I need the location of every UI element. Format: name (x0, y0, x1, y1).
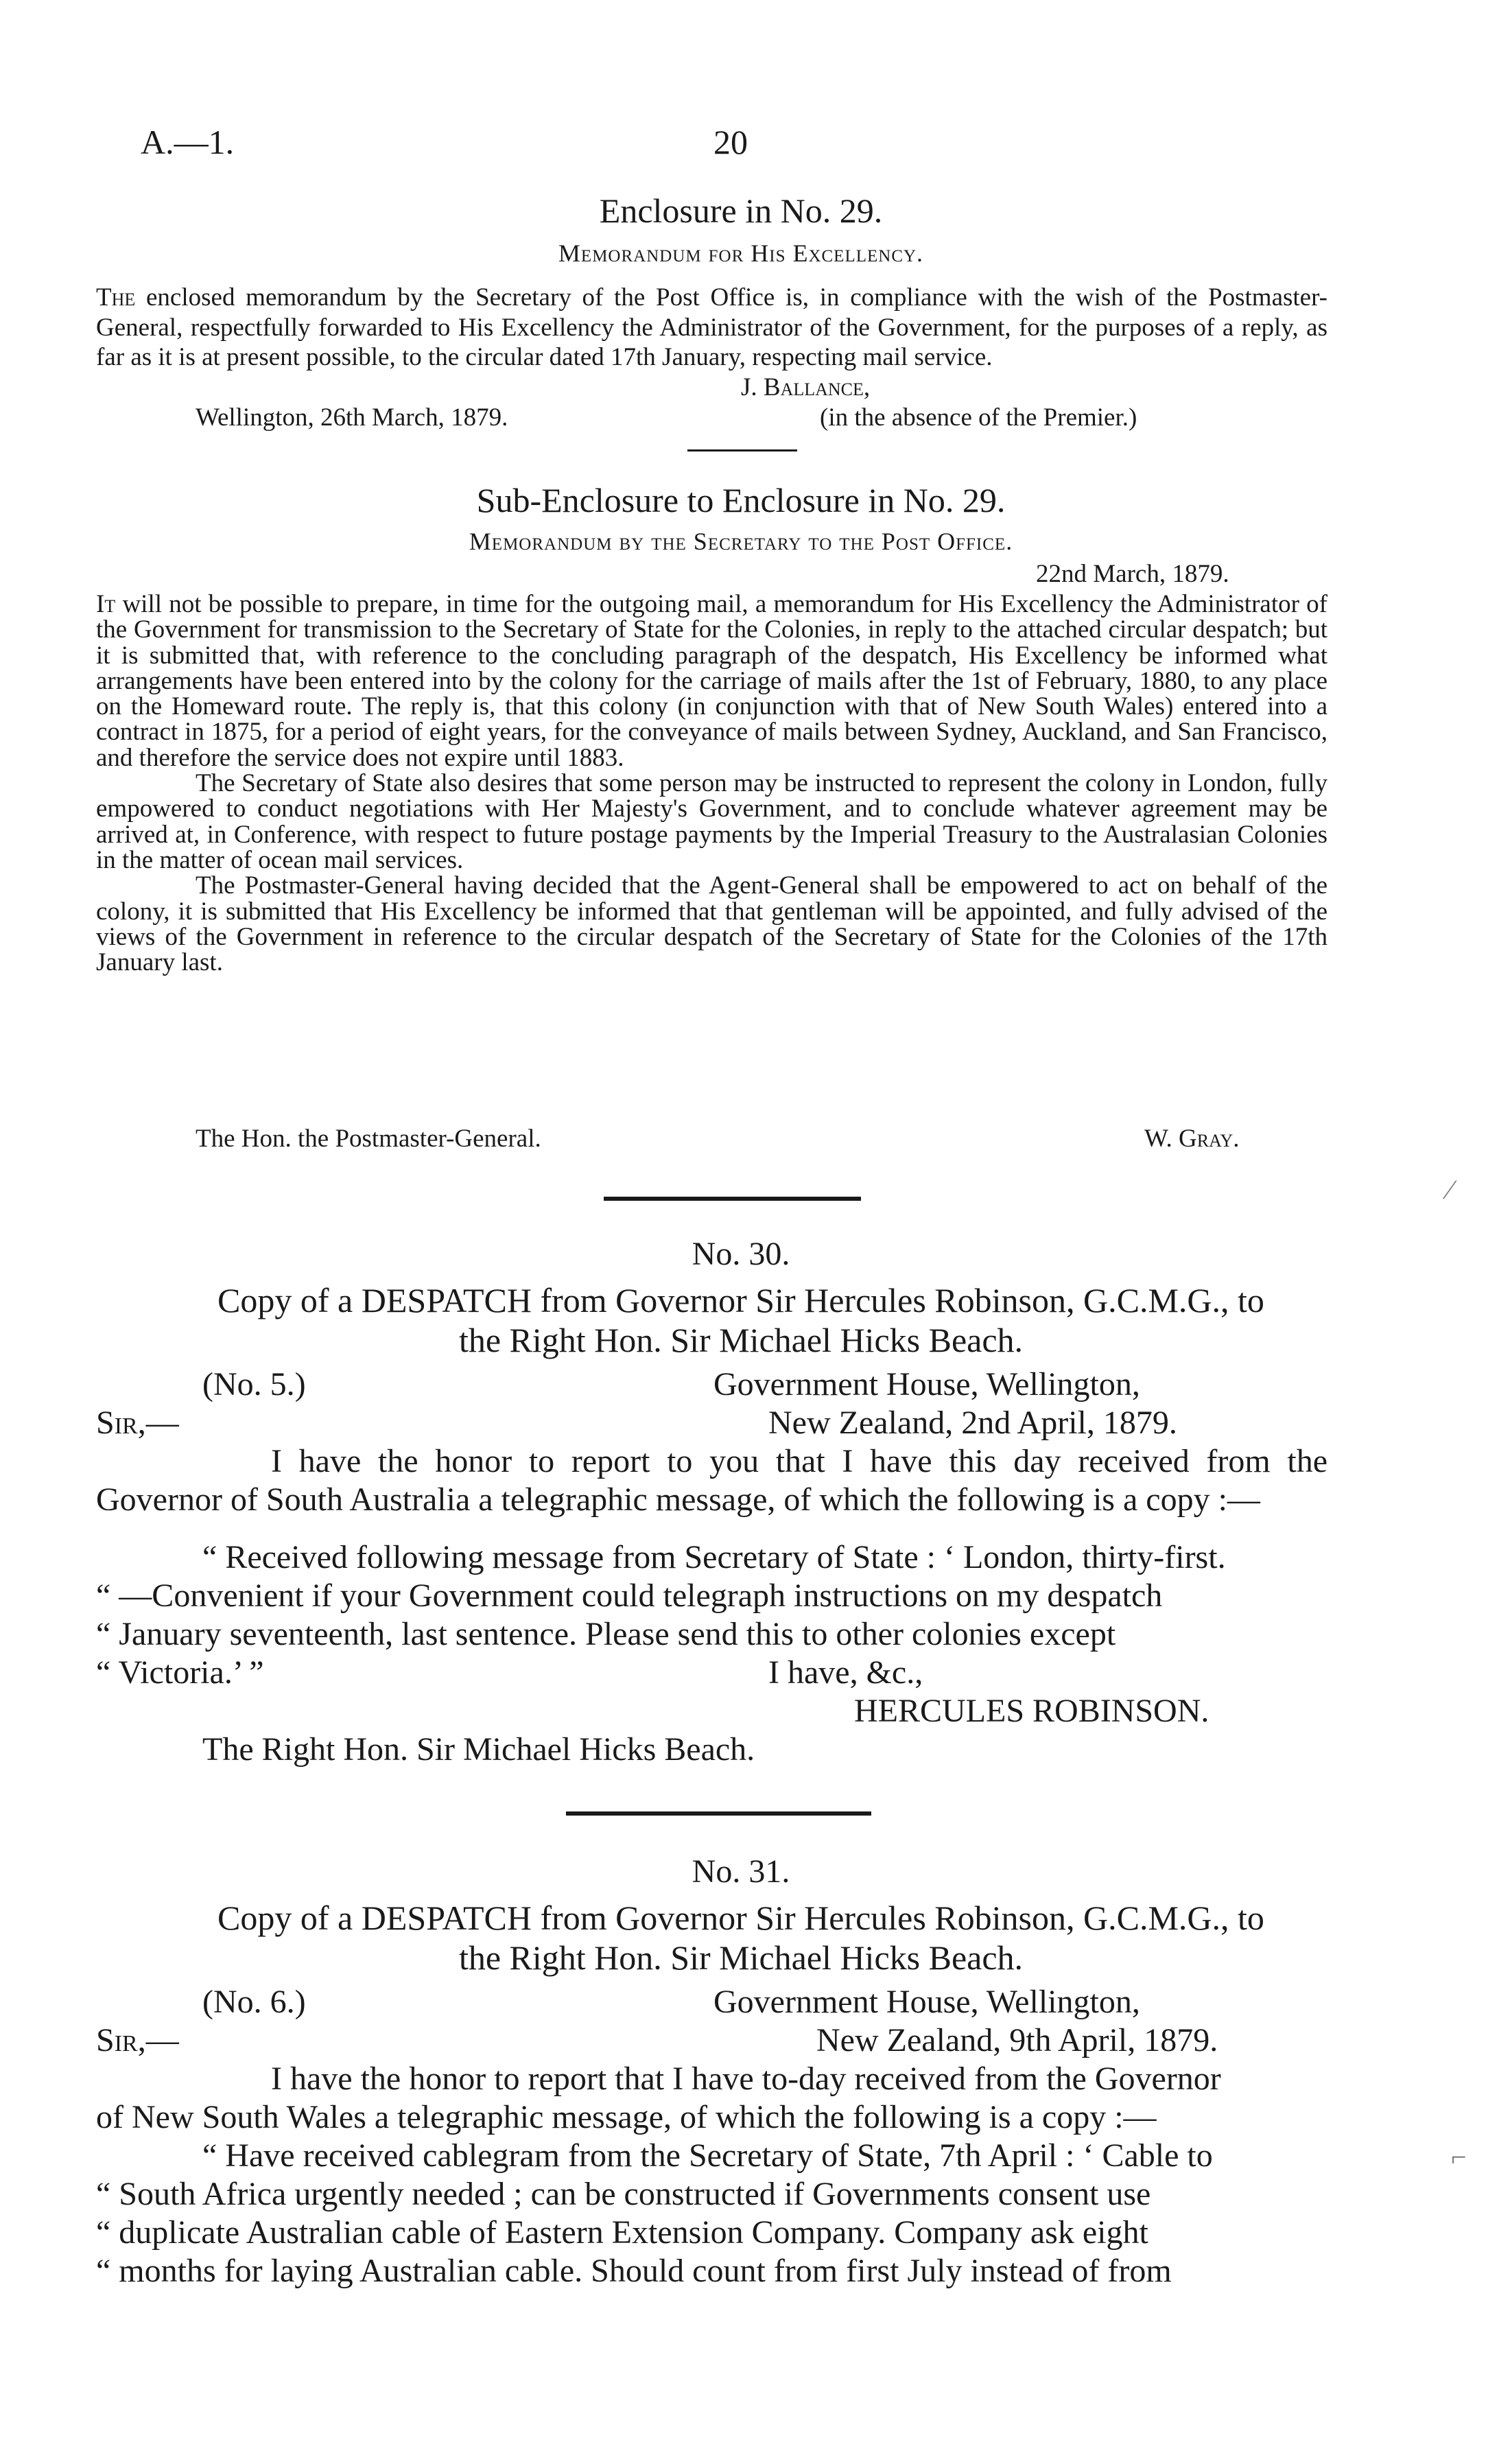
despatch-30-address-2: New Zealand, 2nd April, 1879. (768, 1405, 1177, 1441)
despatch-30-address-1: Government House, Wellington, (713, 1366, 1140, 1403)
margin-mark: ⁄ (1448, 1174, 1452, 1205)
despatch-30-signature: HERCULES ROBINSON. (854, 1693, 1209, 1729)
despatch-31-quote-1: “ Have received cablegram from the Secretary of State, 7th April : ‘ Cable to (202, 2137, 1213, 2174)
despatch-30-quote-4: “ Victoria.’ ” (96, 1654, 264, 1691)
sub-enclosure-paragraph-2: The Secretary of State also desires that some person may be instructed to represent the colony in London, fully empowered to conduct negotiations with Her Majesty's Government, and to conclude whatever agreement may be arrived at, in Conference, with respect to future postage payments by the Imperial Treasury to the Australasian Colonies in the matter of ocean mail services. (96, 769, 1327, 874)
despatch-31-address-1: Government House, Wellington, (713, 1984, 1140, 2020)
despatch-31-address-2: New Zealand, 9th April, 1879. (816, 2022, 1218, 2058)
page-number: 20 (713, 123, 748, 161)
enclosure-body-lead: The (96, 283, 136, 312)
sub-enclosure-addressee: The Hon. the Postmaster-General. (196, 1125, 541, 1153)
despatch-31-title-line-2: the Right Hon. Sir Michael Hicks Beach. (458, 1938, 1024, 1977)
enclosure-signatory-note: (in the absence of the Premier.) (820, 403, 1137, 432)
sub-enclosure-subtitle: Memorandum by the Secretary to the Post Office. (469, 528, 1013, 555)
enclosure-signatory: J. Ballance, (741, 373, 871, 401)
despatch-31-body-line-1: I have the honor to report that I have to-day received from the Governor (271, 2061, 1221, 2097)
sub-enclosure-paragraph-3: The Postmaster-General having decided that the Agent-General shall be empowered to act on behalf of the colony, it is submitted that His Excellency be informed that that gentleman will be appointed, and fully advised of the views of the Government in reference to the circular despatch of the Secretary of State for the Colonies of the 17th January last. (96, 871, 1327, 977)
sub-enclosure-signature: W. Gray. (1144, 1125, 1240, 1153)
despatch-31-salutation: Sir,— (96, 2022, 179, 2058)
despatch-30-addressee: The Right Hon. Sir Michael Hicks Beach. (202, 1731, 755, 1768)
margin-mark: ⌐ (1451, 2142, 1467, 2172)
despatch-30-ref: (No. 5.) (202, 1366, 306, 1403)
document-reference: A.—1. (141, 123, 235, 161)
enclosure-body (96, 283, 1327, 373)
section-divider-long (604, 1197, 861, 1201)
sub-enclosure-date: 22nd March, 1879. (1036, 560, 1229, 588)
despatch-31-quote-3: “ duplicate Australian cable of Eastern Extension Company. Company ask eight (96, 2214, 1148, 2251)
despatch-30-quote-3: “ January seventeenth, last sentence. Please send this to other colonies except (96, 1616, 1116, 1652)
despatch-30-body: I have the honor to report to you that I have this day received from the Governor of South Australia a telegraphic message, of which the following is a copy :— (96, 1443, 1327, 1518)
enclosure-place-date: Wellington, 26th March, 1879. (196, 403, 508, 432)
despatch-30-closing: I have, &c., (768, 1654, 923, 1691)
enclosure-title: Enclosure in No. 29. (599, 191, 883, 230)
despatch-30-heading: No. 30. (692, 1236, 790, 1272)
despatch-31-title-line-1: Copy of a DESPATCH from Governor Sir Hercules Robinson, G.C.M.G., to (217, 1899, 1264, 1937)
despatch-30-title (96, 1280, 1386, 1360)
despatch-30-salutation: Sir,— (96, 1405, 179, 1441)
despatch-30-quote-1: “ Received following message from Secretary of State : ‘ London, thirty-first. (202, 1539, 1226, 1575)
enclosure-subtitle: Memorandum for His Excellency. (558, 239, 924, 267)
section-divider-long (566, 1811, 871, 1816)
despatch-30-title-line-1: Copy of a DESPATCH from Governor Sir Hercules Robinson, G.C.M.G., to (217, 1281, 1264, 1319)
section-divider (687, 449, 797, 451)
sub-enclosure-body (96, 591, 1327, 975)
despatch-31-title (96, 1898, 1386, 1978)
despatch-31-ref: (No. 6.) (202, 1984, 306, 2020)
enclosure-body-text: enclosed memorandum by the Secretary of the Post Office is, in compliance with the wish of the Postmaster-General, respectfully forwarded to His Excellency the Administrator of the Government, for the purposes of a reply, as far as it is at present possible, to the circular dated 17th January, respecting mail service. (96, 283, 1327, 371)
despatch-31-quote-2: “ South Africa urgently needed ; can be constructed if Governments consent use (96, 2176, 1151, 2212)
despatch-31-heading: No. 31. (692, 1853, 790, 1890)
despatch-30-quote-2: “ —Convenient if your Government could telegraph instructions on my despatch (96, 1577, 1163, 1614)
despatch-31-quote-4: “ months for laying Australian cable. Should count from first July instead of from (96, 2253, 1172, 2289)
sub-enclosure-paragraph-1: It will not be possible to prepare, in time for the outgoing mail, a memorandum for His Excellency the Administrator of the Government for transmission to the Secretary of State for the Colonies, in reply to the attached circular despatch; but it is submitted that, with reference to the concluding paragraph of the despatch, His Excellency be informed what arrangements have been entered into by the colony for the carriage of mails after the 1st of February, 1880, to any place on the Homeward route. The reply is, that this colony (in conjunction with that of New South Wales) entered into a contract in 1875, for a period of eight years, for the conveyance of mails between Sydney, Auckland, and San Francisco, and therefore the service does not expire until 1883. (96, 590, 1327, 772)
despatch-30-title-line-2: the Right Hon. Sir Michael Hicks Beach. (458, 1321, 1024, 1359)
sub-enclosure-title: Sub-Enclosure to Enclosure in No. 29. (476, 481, 1006, 519)
despatch-31-body-line-2: of New South Wales a telegraphic message, of which the following is a copy :— (96, 2099, 1157, 2135)
